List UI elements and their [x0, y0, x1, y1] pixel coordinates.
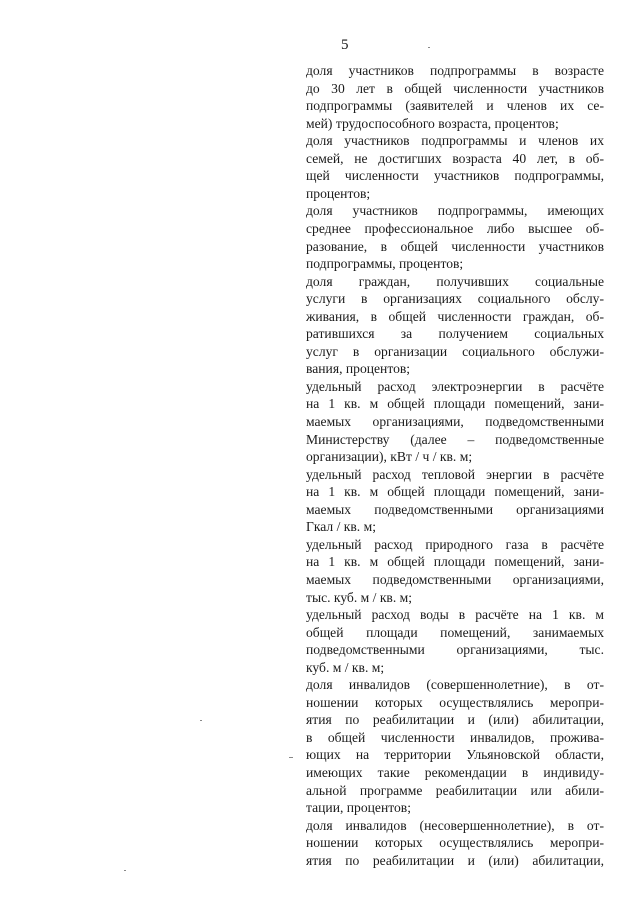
- text-line: мей) трудоспособного возраста, процентов;: [306, 115, 559, 131]
- text-line: организации), кВт / ч / кв. м;: [306, 449, 473, 465]
- text-line: общей площади помещений, занимаемых: [306, 624, 604, 640]
- text-line: ющих на территории Ульяновской области,: [306, 747, 604, 763]
- text-line: Министерству (далее – подведомственные: [306, 431, 604, 447]
- text-line: вания, процентов;: [306, 361, 411, 377]
- text-line: удельный расход тепловой энергии в расчёте: [306, 466, 604, 482]
- text-line: маемых организациями, подведомственными: [306, 414, 604, 429]
- text-line: доля граждан, получивших социальные: [306, 273, 604, 289]
- text-line: тации, процентов;: [306, 800, 411, 816]
- text-line: среднее профессиональное либо высшее об-: [306, 220, 604, 236]
- text-line: доля инвалидов (совершеннолетние), в от-: [306, 677, 604, 693]
- text-line: подведомственными организациями, тыс.: [306, 642, 604, 658]
- text-line: удельный расход природного газа в расчёте: [306, 536, 604, 552]
- text-line: Гкал / кв. м;: [306, 519, 376, 535]
- text-line: семей, не достигших возраста 40 лет, в об-: [306, 150, 604, 166]
- text-line: ратившихся за получением социальных: [306, 326, 604, 342]
- text-line: доля участников подпрограммы, имеющих: [306, 203, 604, 219]
- text-line: ятия по реабилитации и (или) абилитации,: [306, 852, 604, 868]
- text-line: услуги в организациях социального обслу-: [306, 291, 604, 307]
- text-line: имеющих такие рекомендации в индивиду-: [306, 765, 604, 780]
- text-line: ношении которых осуществлялись меропри-: [306, 835, 604, 851]
- scan-speck: [124, 870, 126, 871]
- text-line: на 1 кв. м общей площади помещений, зани-: [306, 554, 604, 570]
- text-line: процентов;: [306, 185, 371, 201]
- text-line: разование, в общей численности участников: [306, 238, 604, 254]
- text-line: удельный расход воды в расчёте на 1 кв. м: [306, 607, 604, 623]
- scan-speck: [428, 47, 430, 48]
- text-line: на 1 кв. м общей площади помещений, зани-: [306, 396, 604, 412]
- text-line: доля участников подпрограммы и членов их: [306, 133, 604, 149]
- text-line: на 1 кв. м общей площади помещений, зани-: [306, 484, 604, 500]
- text-line: тыс. куб. м / кв. м;: [306, 589, 413, 605]
- text-line: доля инвалидов (несовершеннолетние), в от-: [306, 817, 604, 833]
- text-line: до 30 лет в общей численности участников: [306, 80, 604, 96]
- text-line: живания, в общей численности граждан, об-: [306, 308, 604, 324]
- text-line: маемых подведомственными организациями,: [306, 571, 604, 587]
- scan-speck: [289, 757, 293, 758]
- text-line: маемых подведомственными организациями: [306, 501, 604, 517]
- text-line: подпрограммы (заявителей и членов их се-: [306, 98, 604, 114]
- text-line: удельный расход электроэнергии в расчёте: [306, 378, 604, 394]
- text-line: доля участников подпрограммы в возрасте: [306, 63, 604, 78]
- text-line: ношении которых осуществлялись меропри-: [306, 694, 604, 710]
- page-number: 5: [341, 37, 349, 53]
- text-line: куб. м / кв. м;: [306, 659, 385, 675]
- text-line: щей численности участников подпрограммы,: [306, 168, 604, 184]
- text-line: альной программе реабилитации или абили-: [306, 782, 604, 798]
- text-line: в общей численности инвалидов, прожива-: [306, 729, 604, 745]
- text-line: ятия по реабилитации и (или) абилитации,: [306, 712, 604, 728]
- text-line: подпрограммы, процентов;: [306, 256, 464, 272]
- scan-speck: [200, 720, 202, 721]
- text-line: услуг в организации социального обслужи-: [306, 343, 604, 359]
